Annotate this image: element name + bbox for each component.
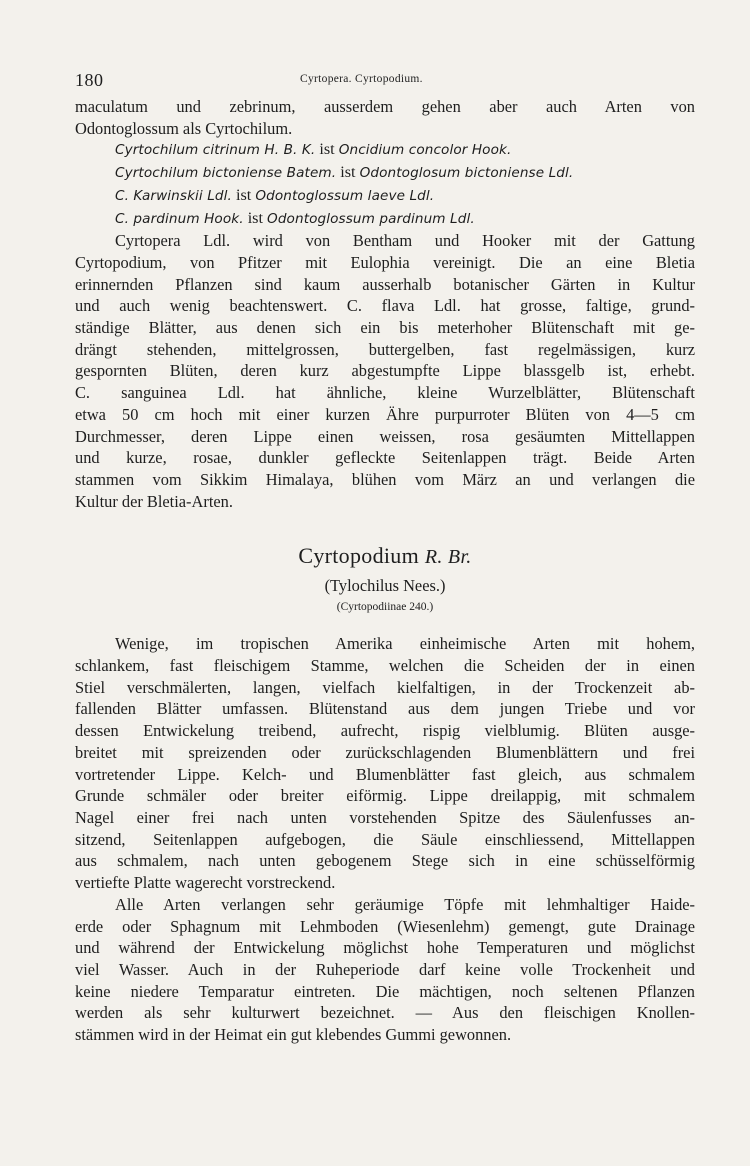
text-line: keine niedere Temparatur eintreten. Die mächtigen, noch seltenen Pflanzen (75, 981, 695, 1001)
genus-author: R. Br. (424, 546, 472, 569)
text-line: etwa 50 cm hoch mit einer kurzen Ähre purpurroter Blüten von 4—5 cm (75, 404, 695, 424)
text-line: fallenden Blätter umfassen. Blütenstand aus dem jungen Triebe und vor (75, 699, 695, 719)
text-line: Alle Arten verlangen sehr geräumige Töpfe mit lehmhaltiger Haide- (115, 894, 695, 914)
text-line: C. sanguinea Ldl. hat ähnliche, kleine Wurzelblätter, Blütenschaft (75, 383, 695, 403)
synonym-line (75, 185, 695, 208)
synonym-is: ist (247, 208, 263, 227)
cyrtopodium-description (75, 633, 695, 1045)
text-line: Durchmesser, deren Lippe einen weissen, rosa gesäumten Mittellappen (75, 426, 695, 446)
text-line: Cyrtopera Ldl. wird von Bentham und Hooker mit der Gattung (115, 231, 695, 251)
text-line: Cyrtopodium, von Pfitzer mit Eulophia vereinigt. Die an eine Bletia (75, 252, 695, 272)
text-line: Kultur der Bletia-Arten. (75, 491, 233, 511)
text-line: vortretender Lippe. Kelch- und Blumenblätter fast gleich, aus schmalem (75, 764, 695, 784)
text-line: vertiefte Platte wagerecht vorstreckend. (75, 873, 336, 893)
text-line: schlankem, fast fleischigem Stamme, welchen die Scheiden der in einen (75, 656, 695, 676)
synonym-target: Oncidium concolor Hook. (338, 142, 512, 159)
synonym-name: C. pardinum Hook. (115, 210, 244, 227)
genus-synonym: (Tylochilus Nees.) (324, 576, 446, 596)
text-line: erinnernden Pflanzen sind kaum ausserhalb botanischer Gärten in Kultur (75, 274, 695, 294)
text-line: und kurze, rosae, dunkler gefleckte Seitenlappen trägt. Beide Arten (75, 448, 695, 468)
text-line: Wenige, im tropischen Amerika einheimische Arten mit hohem, (115, 634, 695, 654)
text-line: aus schmalem, nach unten gebogenem Stege sich in eine schüsselförmig (75, 851, 695, 871)
text-line: Stiel verschmälerten, langen, vielfach kielfaltigen, in der Trockenzeit ab- (75, 677, 695, 697)
text-line: Grunde schmäler oder breiter eiförmig. Lippe dreilappig, mit schmalem (75, 786, 695, 806)
text-line: dessen Entwickelung treibend, aufrecht, rispig vielblumig. Blüten ausge- (75, 721, 695, 741)
synonym-target: Odontoglosum bictoniense Ldl. (359, 165, 574, 182)
book-page (75, 70, 695, 1046)
cyrtopera-section (75, 96, 695, 512)
synonym-name: C. Karwinskii Ldl. (115, 187, 232, 204)
running-title: Cyrtopera. Cyrtopodium. (300, 73, 423, 85)
genus-title (75, 542, 695, 571)
synonym-is: ist (235, 185, 252, 204)
text-line: erde oder Sphagnum mit Lehmboden (Wiesenlehm) gemengt, gute Drainage (75, 916, 695, 936)
cyrtopera-paragraph (75, 230, 695, 512)
text-line: viel Wasser. Auch in der Ruheperiode darf keine volle Trockenheit und (75, 959, 695, 979)
synonym-target: Odontoglossum pardinum Ldl. (267, 210, 475, 227)
text-line: maculatum und zebrinum, ausserdem gehen aber auch Arten von (75, 97, 695, 116)
text-line: ständige Blätter, aus denen sich ein bis meterhoher Blütenschaft mit ge- (75, 318, 695, 338)
text-line: und auch wenig beachtenswert. C. flava Ldl. hat grosse, faltige, grund- (75, 296, 695, 316)
text-line: stämmen wird in der Heimat ein gut klebendes Gummi gewonnen. (75, 1025, 512, 1045)
text-line: breitet mit spreizenden oder zurückschlagenden Blumenblättern und frei (75, 742, 695, 762)
text-line: und während der Entwickelung möglichst hohe Temperaturen und möglichst (75, 938, 695, 958)
text-line: drängt stehenden, mittelgrossen, buttergelben, fast regelmässigen, kurz (75, 339, 695, 359)
text-line: Odontoglossum als Cyrtochilum. (75, 118, 293, 138)
text-line: Nagel einer frei nach unten vorstehenden Spitze des Säulenfusses an- (75, 807, 695, 827)
genus-heading (75, 542, 695, 615)
synonym-name: Cyrtochilum citrinum H. B. K. (115, 142, 316, 159)
page-number: 180 (75, 70, 104, 90)
synonym-list (75, 139, 695, 230)
synonym-line (75, 162, 695, 185)
page-header (75, 70, 695, 96)
synonym-target: Odontoglossum laeve Ldl. (255, 187, 435, 204)
synonym-line (75, 139, 695, 162)
genus-name: Cyrtopodium (298, 543, 419, 569)
synonym-is: ist (319, 140, 335, 159)
text-line: werden als sehr kulturwert bezeichnet. — Aus den fleischigen Knollen- (75, 1003, 695, 1023)
synonym-is: ist (340, 163, 356, 182)
synonym-name: Cyrtochilum bictoniense Batem. (115, 165, 337, 182)
synonym-line (75, 208, 695, 231)
text-line: sitzend, Seitenlappen aufgebogen, die Säule einschliessend, Mittellappen (75, 829, 695, 849)
genus-note: (Cyrtopodiinae 240.) (336, 601, 434, 614)
text-line: gespornten Blüten, deren kurz abgestumpfte Lippe blassgelb ist, erhebt. (75, 361, 695, 381)
text-line: stammen vom Sikkim Himalaya, blühen vom März an und verlangen die (75, 469, 695, 489)
